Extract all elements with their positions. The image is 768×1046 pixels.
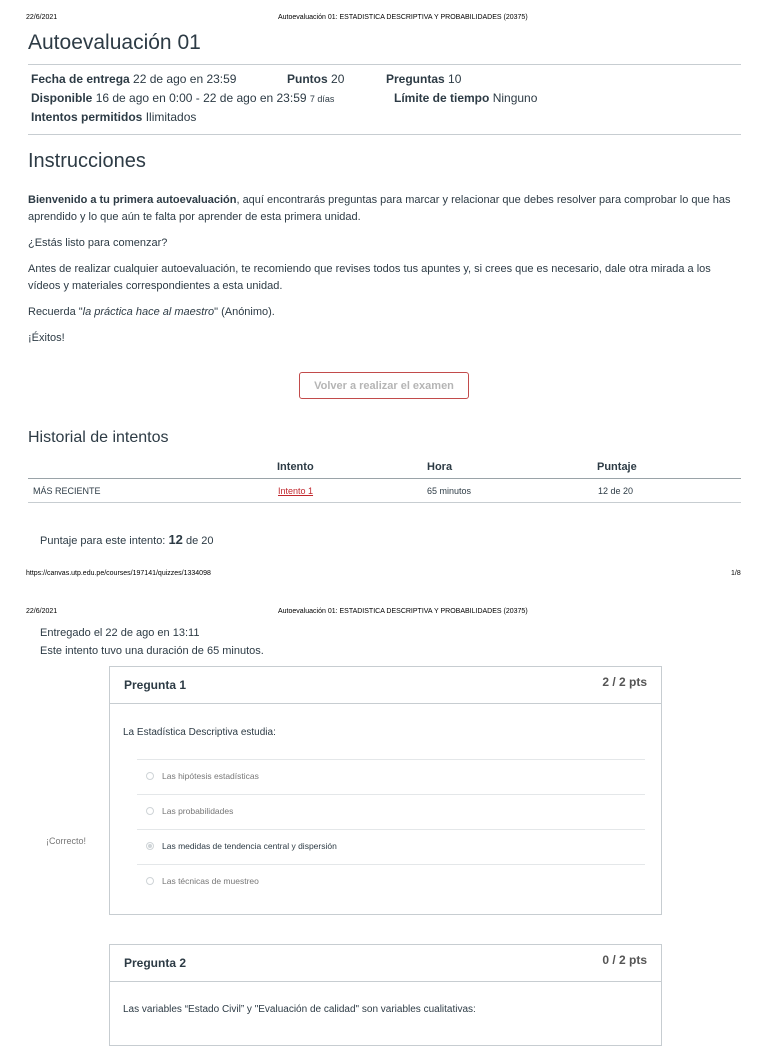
history-col-time: Hora bbox=[427, 461, 453, 473]
instructions-paragraph: Antes de realizar cualquier autoevaluación, te recomiendo que revises todos tus apuntes y, si crees que es necesario, dale otra mirada a los vídeos y materiales correspondientes a esta unidad. bbox=[28, 263, 711, 292]
answer-option[interactable] bbox=[137, 794, 645, 829]
question-points: 2 / 2 pts bbox=[602, 675, 647, 689]
meta-questions-value: 10 bbox=[448, 72, 462, 86]
meta-available-label: Disponible bbox=[31, 91, 93, 105]
attempt-duration: Este intento tuvo una duración de 65 minutos. bbox=[40, 645, 264, 657]
submitted-at: Entregado el 22 de ago en 13:11 bbox=[40, 627, 200, 639]
meta-due-label: Fecha de entrega bbox=[31, 72, 130, 86]
question-header bbox=[110, 667, 661, 704]
divider bbox=[28, 502, 741, 503]
print-url: https://canvas.utp.edu.pe/courses/197141/quizzes/1334098 bbox=[26, 570, 211, 577]
history-row-attempt bbox=[278, 486, 313, 496]
print-date: 22/6/2021 bbox=[26, 14, 58, 21]
meta-available-days: 7 días bbox=[309, 94, 335, 104]
question-title: Pregunta 2 bbox=[124, 956, 187, 970]
print-title: Autoevaluación 01: ESTADISTICA DESCRIPTIVA Y PROBABILIDADES (20375) bbox=[278, 608, 528, 615]
history-row-score: 12 de 20 bbox=[598, 486, 634, 496]
answer-label: Las hipótesis estadísticas bbox=[162, 771, 259, 781]
radio-selected-icon[interactable] bbox=[146, 842, 154, 850]
radio-icon[interactable] bbox=[146, 772, 154, 780]
history-heading: Historial de intentos bbox=[28, 429, 169, 446]
divider bbox=[28, 64, 741, 65]
divider bbox=[28, 134, 741, 135]
answer-option[interactable] bbox=[137, 759, 645, 794]
attempt-score bbox=[40, 532, 214, 547]
instructions-paragraph bbox=[28, 304, 740, 321]
answer-label: Las técnicas de muestreo bbox=[162, 876, 259, 886]
submission-info bbox=[40, 624, 264, 660]
meta-attempts bbox=[31, 110, 196, 124]
welcome-bold: Bienvenido a tu primera autoevaluación bbox=[28, 194, 237, 206]
attempt-score-value: 12 bbox=[168, 532, 183, 547]
correct-label: ¡Correcto! bbox=[46, 836, 87, 846]
meta-timelimit-label: Límite de tiempo bbox=[394, 91, 490, 105]
meta-attempts-value: Ilimitados bbox=[145, 110, 197, 124]
question-text: Las variables “Estado Civil” y "Evaluación de calidad" son variables cualitativas: bbox=[123, 1004, 476, 1015]
quote-post: " (Anónimo). bbox=[214, 306, 275, 318]
page-title: Autoevaluación 01 bbox=[28, 31, 201, 54]
print-title: Autoevaluación 01: ESTADISTICA DESCRIPTIVA Y PROBABILIDADES (20375) bbox=[278, 14, 528, 21]
history-col-attempt: Intento bbox=[277, 461, 314, 473]
attempt-link[interactable]: Intento 1 bbox=[278, 486, 314, 496]
instructions-body bbox=[28, 192, 740, 347]
meta-available bbox=[31, 91, 334, 105]
answer-label: Las probabilidades bbox=[162, 806, 234, 816]
question-text: La Estadística Descriptiva estudia: bbox=[123, 727, 276, 738]
radio-icon[interactable] bbox=[146, 807, 154, 815]
welcome-rest: , aquí encontrarás preguntas para marcar y relacionar que debes resolver para comprobar lo que has aprendido y lo que aún te falta por aprender de esta primera unidad. bbox=[28, 194, 731, 223]
meta-questions bbox=[386, 72, 461, 86]
question-card bbox=[109, 944, 662, 1046]
divider bbox=[28, 478, 741, 479]
answer-label: Las medidas de tendencia central y dispersión bbox=[162, 841, 337, 851]
instructions-heading: Instrucciones bbox=[28, 150, 146, 172]
attempt-score-suffix: de 20 bbox=[185, 535, 214, 547]
print-date: 22/6/2021 bbox=[26, 608, 58, 615]
meta-questions-label: Preguntas bbox=[386, 72, 445, 86]
meta-available-value: 16 de ago en 0:00 - 22 de ago en 23:59 bbox=[95, 91, 307, 105]
history-row-time: 65 minutos bbox=[427, 486, 472, 496]
question-card bbox=[109, 666, 662, 915]
quote-text: la práctica hace al maestro bbox=[82, 306, 215, 318]
history-col-score: Puntaje bbox=[597, 461, 637, 473]
answer-option[interactable] bbox=[137, 864, 645, 899]
quote-pre: Recuerda " bbox=[28, 306, 83, 318]
instructions-paragraph: ¡Éxitos! bbox=[28, 332, 65, 344]
meta-points bbox=[287, 72, 344, 86]
answer-option-selected[interactable] bbox=[137, 829, 645, 864]
meta-points-label: Puntos bbox=[287, 72, 328, 86]
print-page-number: 1/8 bbox=[731, 570, 741, 577]
meta-timelimit-value: Ninguno bbox=[492, 91, 538, 105]
retake-quiz-button[interactable]: Volver a realizar el examen bbox=[299, 372, 469, 399]
meta-attempts-label: Intentos permitidos bbox=[31, 110, 143, 124]
radio-icon[interactable] bbox=[146, 877, 154, 885]
history-row-label: MÁS RECIENTE bbox=[33, 486, 101, 496]
question-header bbox=[110, 945, 661, 982]
meta-timelimit bbox=[394, 91, 537, 105]
meta-points-value: 20 bbox=[331, 72, 345, 86]
meta-due-value: 22 de ago en 23:59 bbox=[133, 72, 237, 86]
meta-due bbox=[31, 72, 236, 86]
instructions-paragraph: ¿Estás listo para comenzar? bbox=[28, 237, 168, 249]
question-points: 0 / 2 pts bbox=[602, 953, 647, 967]
attempt-score-label: Puntaje para este intento: bbox=[40, 535, 166, 547]
question-title: Pregunta 1 bbox=[124, 678, 187, 692]
instructions-paragraph bbox=[28, 192, 740, 226]
